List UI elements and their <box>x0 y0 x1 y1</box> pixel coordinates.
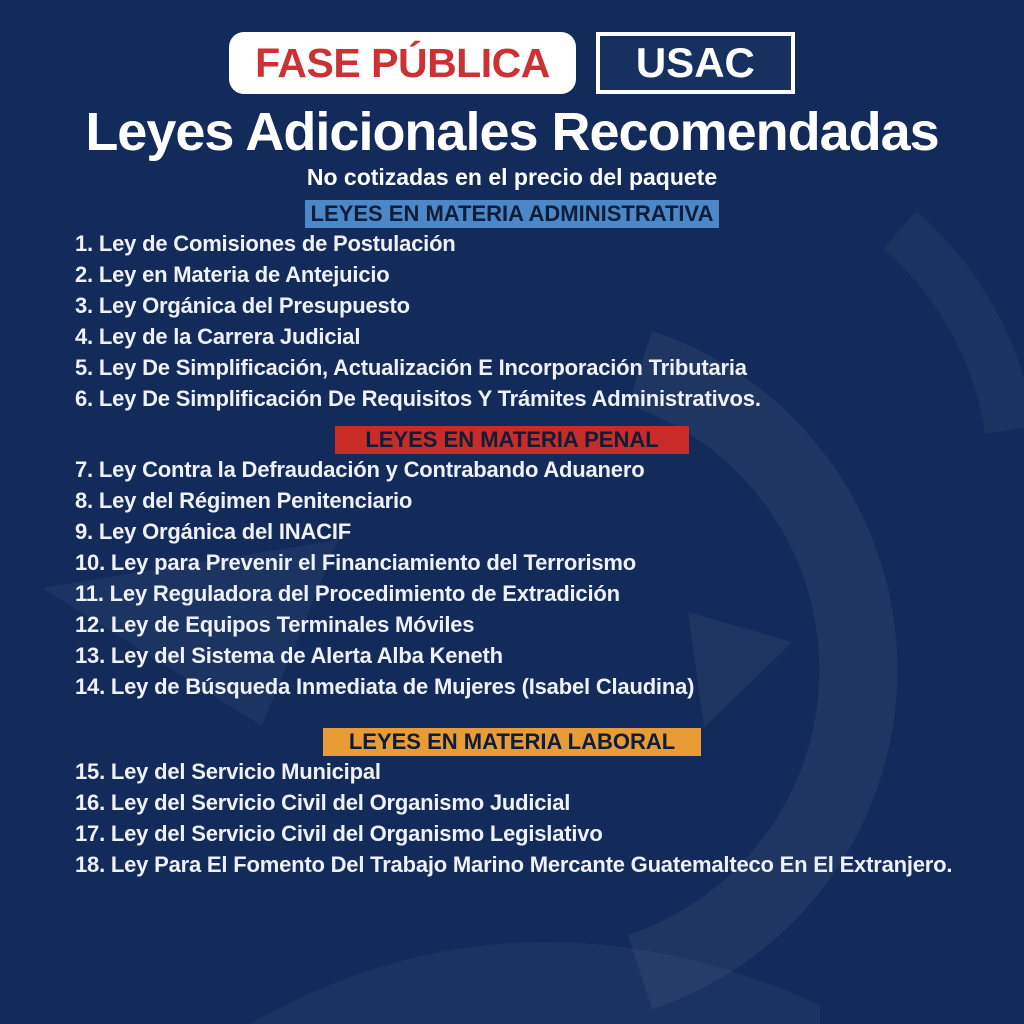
list-item: 11. Ley Reguladora del Procedimiento de Extradición <box>75 581 620 606</box>
list-item: 6. Ley De Simplificación De Requisitos Y Trámites Administrativos. <box>75 386 761 411</box>
page-title: Leyes Adicionales Recomendadas <box>85 102 939 162</box>
list-item: 1. Ley de Comisiones de Postulación <box>75 231 456 256</box>
list-item: 18. Ley Para El Fomento Del Trabajo Marino Mercante Guatemalteco En El Extranjero. <box>75 852 953 877</box>
law-list-administrativa <box>0 228 1024 414</box>
list-item: 16. Ley del Servicio Civil del Organismo Judicial <box>75 790 571 815</box>
usac-label: USAC <box>635 39 755 86</box>
list-item: 3. Ley Orgánica del Presupuesto <box>75 293 410 318</box>
list-item: 2. Ley en Materia de Antejuicio <box>75 262 390 287</box>
header-badges <box>0 0 1024 94</box>
page-subtitle: No cotizadas en el precio del paquete <box>306 164 718 190</box>
section-header-administrativa <box>0 200 1024 228</box>
section-header-administrativa-label: LEYES EN MATERIA ADMINISTRATIVA <box>305 200 720 228</box>
list-item: 15. Ley del Servicio Municipal <box>75 759 381 784</box>
fase-publica-badge <box>229 32 576 94</box>
list-item: 12. Ley de Equipos Terminales Móviles <box>75 612 475 637</box>
law-list-laboral <box>0 756 1024 880</box>
list-item: 7. Ley Contra la Defraudación y Contrabando Aduanero <box>75 457 645 482</box>
law-list-penal <box>0 454 1024 702</box>
list-item: 13. Ley del Sistema de Alerta Alba Keneth <box>75 643 503 668</box>
fase-publica-label: FASE PÚBLICA <box>255 39 550 86</box>
section-header-laboral <box>0 728 1024 756</box>
list-item: 5. Ley De Simplificación, Actualización E Incorporación Tributaria <box>75 355 747 380</box>
list-item: 4. Ley de la Carrera Judicial <box>75 324 361 349</box>
list-item: 14. Ley de Búsqueda Inmediata de Mujeres (Isabel Claudina) <box>75 674 695 699</box>
section-header-laboral-label: LEYES EN MATERIA LABORAL <box>323 728 701 756</box>
section-header-penal-label: LEYES EN MATERIA PENAL <box>335 426 688 454</box>
section-header-penal <box>0 426 1024 454</box>
usac-badge <box>596 32 795 94</box>
list-item: 17. Ley del Servicio Civil del Organismo Legislativo <box>75 821 603 846</box>
list-item: 9. Ley Orgánica del INACIF <box>75 519 351 544</box>
list-item: 8. Ley del Régimen Penitenciario <box>75 488 413 513</box>
list-item: 10. Ley para Prevenir el Financiamiento del Terrorismo <box>75 550 637 575</box>
